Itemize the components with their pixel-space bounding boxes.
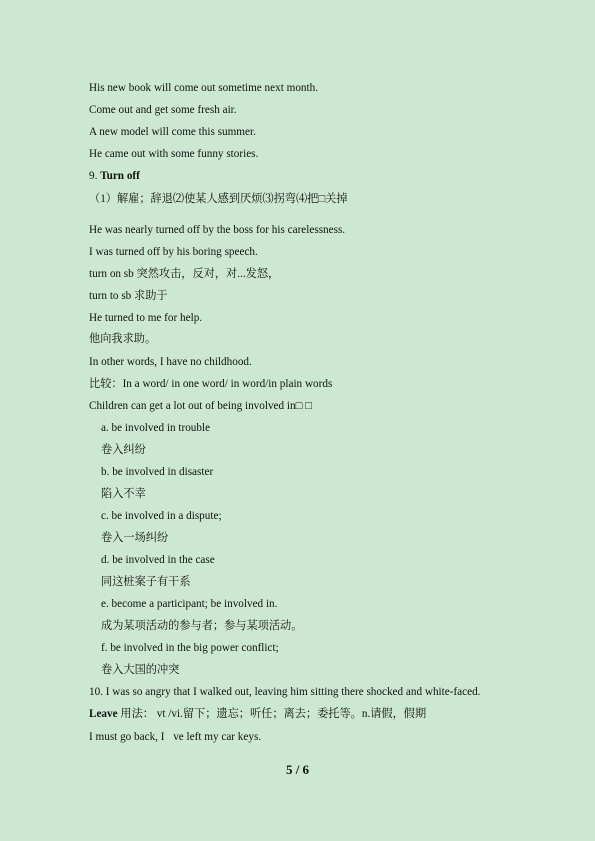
example-sentence: Children can get a lot out of being involved in□ □	[89, 400, 312, 412]
involved-item-zh: 卷入一场纠纷	[101, 532, 169, 544]
involved-item-en: f. be involved in the big power conflict;	[101, 642, 279, 654]
involved-item-zh: 同这桩案子有干系	[101, 576, 191, 588]
turn-off-meanings: （1）解雇；辞退⑵使某人感到厌烦⑶拐弯⑷把□关掉	[89, 193, 348, 205]
example-sentence: He was nearly turned off by the boss for his carelessness.	[89, 224, 346, 236]
example-sentence: Come out and get some fresh air.	[89, 104, 237, 116]
involved-item-zh: 成为某项活动的参与者；参与某项活动。	[101, 620, 303, 632]
involved-item-en: c. be involved in a dispute;	[101, 510, 222, 522]
involved-item-zh: 卷入大国的冲突	[101, 664, 180, 676]
translation: 他向我求助。	[89, 333, 157, 345]
phrase-turn-to: turn to sb 求助于	[89, 290, 168, 302]
leave-usage: 用法： vt /vi.留下；遗忘；听任；离去；委托等。n.请假，假期	[117, 708, 427, 720]
example-sentence: His new book will come out sometime next month.	[89, 82, 319, 94]
example-sentence: I must go back, I ve left my car keys.	[89, 731, 262, 743]
comparison-note: 比较：In a word/ in one word/ in word/in plain words	[89, 378, 333, 390]
involved-item-en: e. become a participant; be involved in.	[101, 598, 278, 610]
word-leave: Leave	[89, 708, 118, 720]
example-sentence: He turned to me for help.	[89, 312, 203, 324]
leave-usage-line	[89, 707, 426, 721]
page-number: 5 / 6	[285, 762, 310, 777]
example-sentence: I was turned off by his boring speech.	[89, 246, 258, 258]
section-10-sentence: 10. I was so angry that I walked out, leaving him sitting there shocked and white-faced.	[89, 686, 481, 698]
involved-item-en: d. be involved in the case	[101, 554, 215, 566]
phrase-turn-on: turn on sb 突然攻击，反对，对...发怒，	[89, 268, 280, 280]
example-sentence: In other words, I have no childhood.	[89, 356, 252, 368]
section-number: 9.	[89, 170, 98, 182]
involved-item-zh: 陷入不幸	[101, 488, 146, 500]
involved-item-zh: 卷入纠纷	[101, 444, 146, 456]
involved-item-en: b. be involved in disaster	[101, 466, 214, 478]
example-sentence: He came out with some funny stories.	[89, 148, 259, 160]
phrase-turn-off: Turn off	[100, 170, 140, 182]
involved-item-en: a. be involved in trouble	[101, 422, 211, 434]
section-heading-turn-off	[89, 169, 140, 183]
example-sentence: A new model will come this summer.	[89, 126, 256, 138]
